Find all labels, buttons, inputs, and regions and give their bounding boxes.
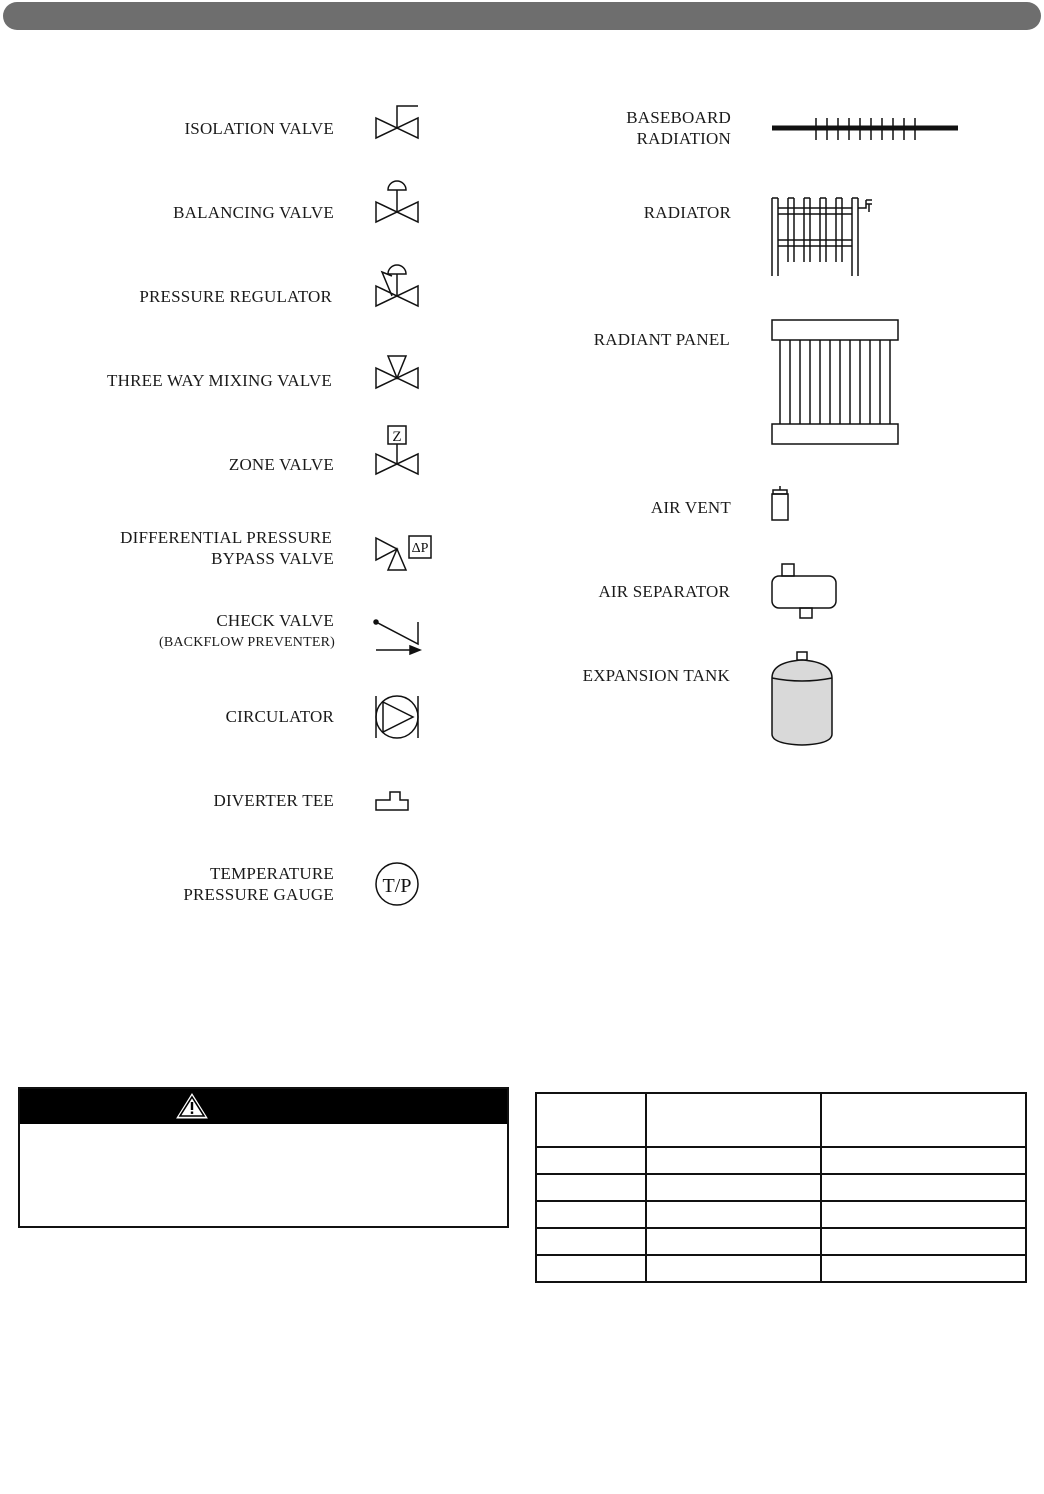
- table-cell: [646, 1201, 821, 1228]
- table-row: [536, 1228, 1026, 1255]
- warning-box: [18, 1087, 509, 1228]
- table-cell: [536, 1147, 646, 1174]
- label-temperature: TEMPERATURE: [209, 864, 334, 883]
- radiator-icon: [768, 194, 883, 280]
- isolation-valve-icon: [370, 100, 430, 145]
- label-three-way-mixing-valve: THREE WAY MIXING VALVE: [107, 371, 332, 390]
- table-cell: [646, 1255, 821, 1282]
- label-diverter-tee: DIVERTER TEE: [213, 791, 334, 810]
- label-air-separator: AIR SEPARATOR: [598, 582, 730, 601]
- air-vent-icon: [768, 484, 798, 524]
- temperature-pressure-gauge-icon: [370, 860, 430, 910]
- three-way-mixing-valve-icon: [370, 350, 430, 395]
- table-cell: [536, 1255, 646, 1282]
- warning-triangle-icon: [175, 1092, 209, 1120]
- differential-pressure-bypass-valve-icon: [370, 534, 440, 574]
- label-check-valve: CHECK VALVE: [216, 611, 334, 630]
- table-cell: [821, 1147, 1026, 1174]
- expansion-tank-icon: [768, 650, 838, 748]
- zone-valve-icon: [370, 424, 430, 479]
- table-cell: [536, 1201, 646, 1228]
- air-separator-icon: [768, 562, 840, 620]
- label-circulator: CIRCULATOR: [225, 707, 334, 726]
- pressure-regulator-icon: [370, 260, 430, 312]
- table-cell: [821, 1255, 1026, 1282]
- label-balancing-valve: BALANCING VALVE: [173, 203, 334, 222]
- label-isolation-valve: ISOLATION VALVE: [184, 119, 334, 138]
- table-cell: [821, 1228, 1026, 1255]
- table-row: [536, 1174, 1026, 1201]
- table-header-row: [536, 1093, 1026, 1147]
- check-valve-icon: [370, 614, 430, 659]
- label-radiation: RADIATION: [636, 129, 731, 148]
- table-row: [536, 1147, 1026, 1174]
- label-zone-valve: ZONE VALVE: [228, 455, 334, 474]
- baseboard-radiation-icon: [768, 110, 963, 146]
- label-radiator: RADIATOR: [643, 203, 731, 222]
- table-row: [536, 1201, 1026, 1228]
- label-baseboard: BASEBOARD: [626, 108, 731, 127]
- table-cell: [646, 1147, 821, 1174]
- table-cell: [536, 1174, 646, 1201]
- label-bypass-valve: BYPASS VALVE: [211, 549, 334, 568]
- table-header-cell: [536, 1093, 646, 1147]
- label-expansion-tank: EXPANSION TANK: [582, 666, 730, 685]
- diverter-tee-icon: [370, 786, 420, 816]
- table-cell: [821, 1174, 1026, 1201]
- balancing-valve-icon: [370, 176, 430, 228]
- label-backflow-preventer: (BACKFLOW PREVENTER): [158, 635, 335, 650]
- label-differential-pressure: DIFFERENTIAL PRESSURE: [120, 528, 332, 547]
- table-cell: [646, 1174, 821, 1201]
- table-header-cell: [646, 1093, 821, 1147]
- label-radiant-panel: RADIANT PANEL: [593, 330, 730, 349]
- circulator-icon: [370, 692, 430, 744]
- svg-text:T/P: T/P: [382, 875, 412, 897]
- label-pressure-gauge: PRESSURE GAUGE: [183, 885, 334, 904]
- table-cell: [646, 1228, 821, 1255]
- svg-text:Z: Z: [392, 429, 402, 445]
- table-cell: [821, 1201, 1026, 1228]
- label-pressure-regulator: PRESSURE REGULATOR: [139, 287, 332, 306]
- svg-text:ΔP: ΔP: [411, 541, 429, 556]
- warning-header: [20, 1089, 507, 1124]
- spec-table: [535, 1092, 1027, 1283]
- radiant-panel-icon: [768, 316, 903, 448]
- table-header-cell: [821, 1093, 1026, 1147]
- header-bar: [3, 2, 1041, 30]
- label-air-vent: AIR VENT: [650, 498, 731, 517]
- table-cell: [536, 1228, 646, 1255]
- table-row: [536, 1255, 1026, 1282]
